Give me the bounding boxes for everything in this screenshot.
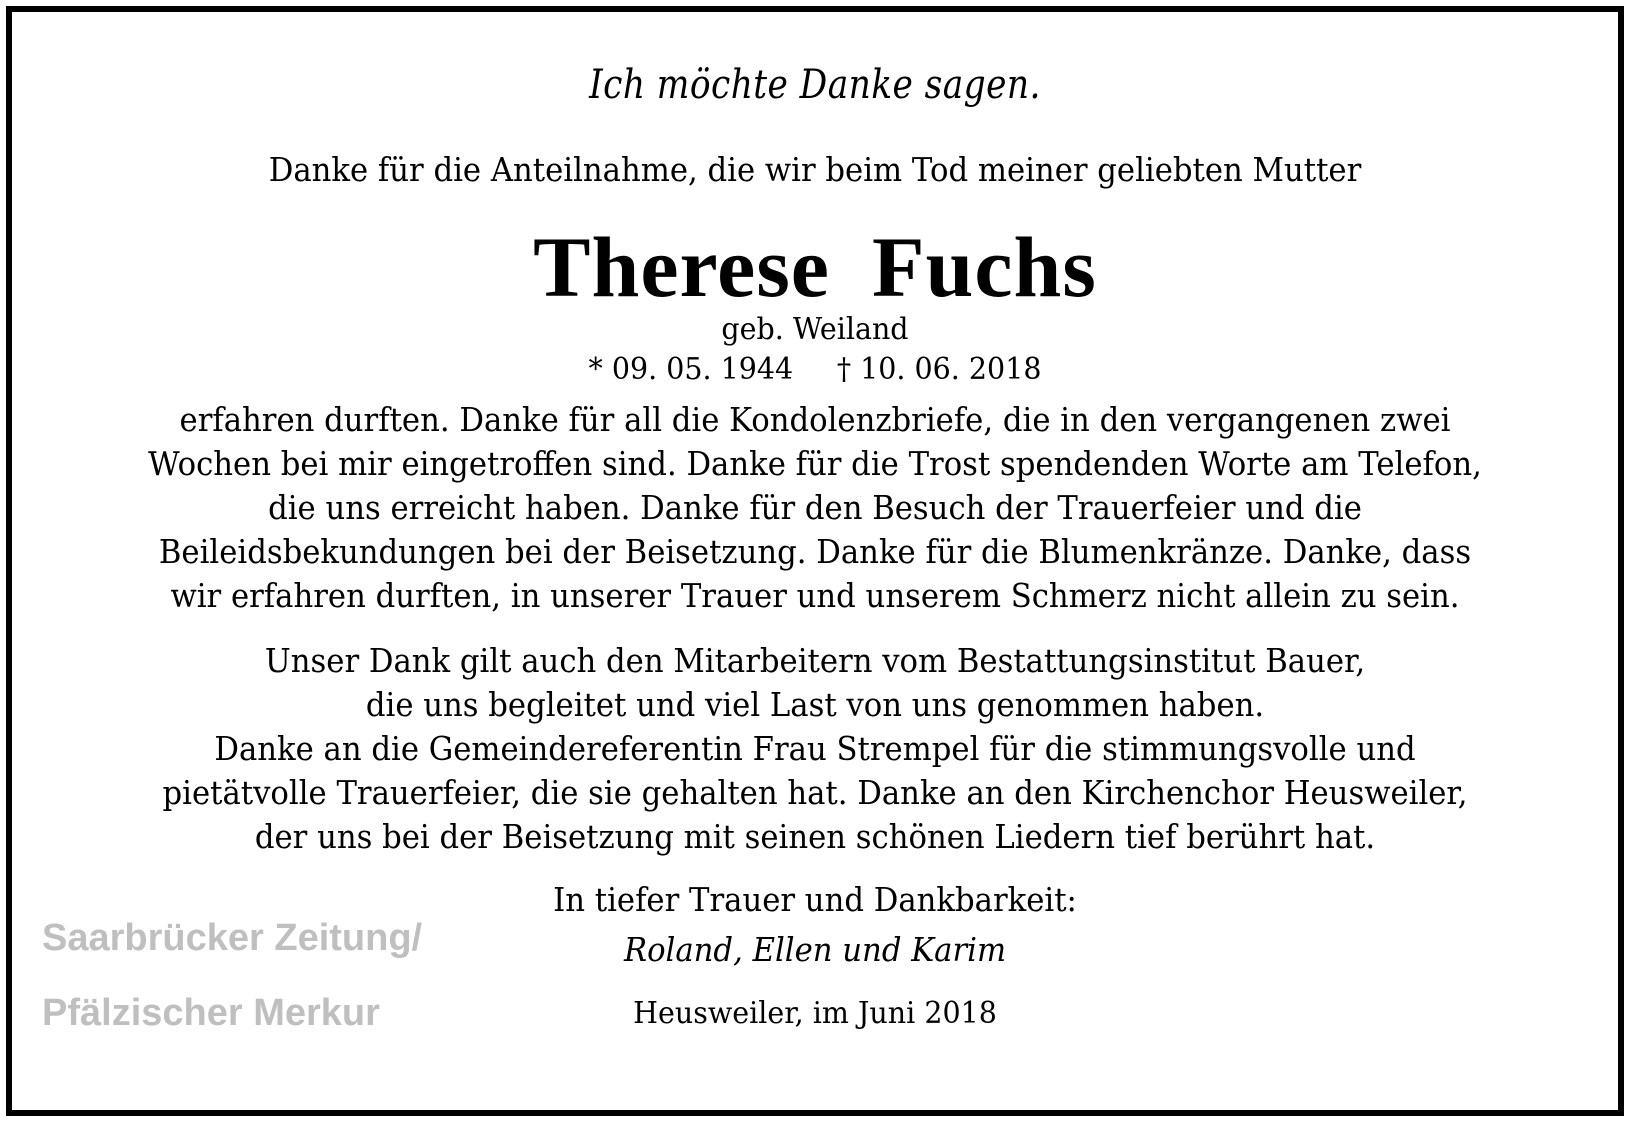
notice-frame (6, 6, 1624, 1116)
notice-heading: Ich möchte Danke sagen. (589, 62, 1041, 108)
thanks-paragraph-2 (12, 639, 1618, 859)
deceased-first-name: Therese (533, 219, 830, 315)
text-line: pietätvolle Trauerfeier, die sie gehalten hat. Danke an den Kirchenchor Heusweiler, (162, 773, 1468, 812)
place-date: Heusweiler, im Juni 2018 (633, 996, 997, 1031)
thanks-paragraph-1 (12, 398, 1618, 618)
text-line: wir erfahren durften, in unserer Trauer und unserem Schmerz nicht allein zu sein. (170, 576, 1460, 615)
publisher-watermark-line-2: Pfälzischer Merkur (42, 992, 380, 1034)
text-line: die uns begleitet und viel Last von uns genommen haben. (365, 685, 1265, 724)
text-line: Beileidsbekundungen bei der Beisetzung. Danke für die Blumenkränze. Danke, dass (158, 532, 1472, 571)
life-dates (52, 352, 1578, 387)
birth-date: * 09. 05. 1944 (588, 352, 794, 387)
death-date: † 10. 06. 2018 (836, 352, 1042, 387)
text-line: Danke an die Gemeindereferentin Frau Strempel für die stimmungsvolle und (214, 729, 1416, 768)
signers: Roland, Ellen und Karim (623, 930, 1007, 969)
publisher-watermark-line-1: Saarbrücker Zeitung/ (42, 917, 423, 959)
deceased-last-name: Fuchs (871, 219, 1097, 315)
text-line: erfahren durften. Danke für all die Kondolenzbriefe, die in den vergangenen zwei (179, 400, 1451, 439)
notice-intro: Danke für die Anteilnahme, die wir beim Tod meiner geliebten Mutter (268, 150, 1362, 189)
text-line: die uns erreicht haben. Danke für den Besuch der Trauerfeier und die (268, 488, 1362, 527)
text-line: Wochen bei mir eingetroffen sind. Danke für die Trost spendenden Worte am Telefon, (148, 444, 1482, 483)
closing-line: In tiefer Trauer und Dankbarkeit: (553, 880, 1077, 919)
text-line: Unser Dank gilt auch den Mitarbeitern vom Bestattungsinstitut Bauer, (264, 641, 1366, 680)
maiden-name: geb. Weiland (721, 312, 909, 347)
deceased-name (12, 217, 1618, 317)
text-line: der uns bei der Beisetzung mit seinen schönen Liedern tief berührt hat. (254, 817, 1376, 856)
